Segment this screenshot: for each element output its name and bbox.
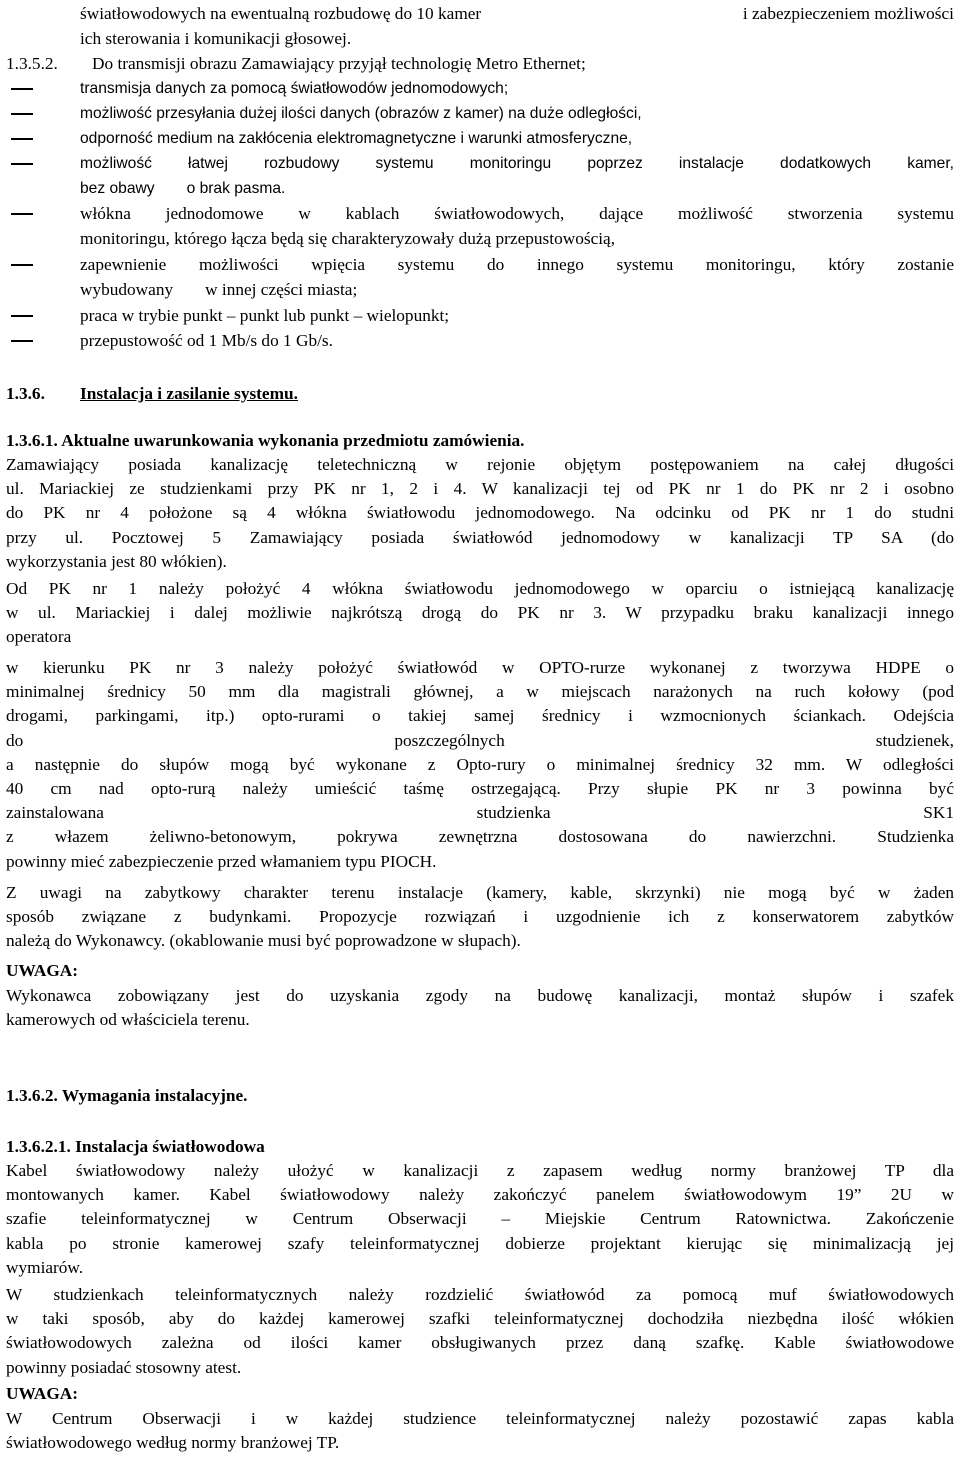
list-item — [6, 329, 954, 353]
list-item-continuation — [80, 177, 954, 201]
paragraph-line: Kabel światłowodowy należy ułożyć w kanalizacji z zapasem według normy branżowej TP dla — [6, 1161, 954, 1180]
dash-bullet — [11, 315, 33, 317]
paragraph-line: montowanych kamer. Kabel światłowodowy należy zakończyć panelem światłowodowym 19” 2U w — [6, 1185, 954, 1205]
paragraph-line: Od PK nr 1 należy położyć 4 włókna światłowodu jednomodowego w oparciu o istniejącą kanalizację — [6, 579, 954, 598]
list-item-text: możliwość przesyłania dużej ilości danych (obrazów z kamer) na duże odległości, — [80, 105, 642, 122]
paragraph-line: kamerowych od właściciela terenu. — [6, 1010, 250, 1030]
section-number: 1.3.6. — [6, 384, 45, 403]
paragraph-line: wymiarów. — [6, 1257, 84, 1277]
paragraph-line: w taki sposób, aby do każdej kamerowej szafki teleinformatycznej dochodziła niezbędna ilość włókien — [6, 1309, 954, 1329]
paragraph-line: zainstalowana studzienka SK1 — [6, 803, 954, 823]
paragraph-line: W studzienkach teleinformatycznych należy rozdzielić światłowód za pomocą muf światłowodowych — [6, 1285, 954, 1304]
section-heading-1-3-6-1: 1.3.6.1. Aktualne uwarunkowania wykonania przedmiotu zamówienia. — [6, 431, 525, 450]
dash-bullet — [11, 213, 33, 215]
section-text: Do transmisji obrazu Zamawiający przyjął technologię Metro Ethernet; — [92, 54, 586, 73]
list-item-text: transmisja danych za pomocą światłowodów jednomodowych; — [80, 80, 509, 97]
list-item-continuation — [80, 278, 954, 302]
list-item-text: odporność medium na zakłócenia elektromagnetyczne i warunki atmosferyczne, — [80, 130, 633, 147]
list-item-continuation-b: o brak pasma. — [186, 180, 286, 197]
paragraph-line: do poszczególnych studzienek, — [6, 730, 954, 750]
list-item — [6, 152, 954, 200]
list-item-continuation-a: wybudowany — [80, 280, 174, 299]
paragraph — [6, 577, 954, 650]
dash-bullet — [11, 138, 33, 140]
section-number: 1.3.5.2. — [6, 54, 58, 73]
list-item-continuation-b: w innej części miasta; — [205, 280, 358, 299]
paragraph-line: w kierunku PK nr 3 należy położyć światłowód w OPTO-rurze wykonanej z tworzywa HDPE o — [6, 658, 954, 677]
paragraph-line: operatora — [6, 627, 72, 647]
list-item-text: włókna jednodomowe w kablach światłowodowych, dające możliwość stworzenia systemu — [80, 204, 954, 223]
intro-line-2: ich sterowania i komunikacji głosowej. — [80, 29, 352, 48]
paragraph-line: do PK nr 4 położone są 4 włókna światłowodu jednomodowego. Na odcinku od PK nr 1 do studni — [6, 503, 954, 523]
paragraph-line: ul. Mariackiej ze studzienkami przy PK nr 1, 2 i 4. W kanalizacji tej od PK nr 1 do PK nr 2 i osobno — [6, 479, 954, 499]
paragraph-line: W Centrum Obserwacji i w każdej studzience teleinformatycznej należy pozostawić zapas kabla — [6, 1409, 954, 1428]
warning-label: UWAGA: — [6, 1384, 79, 1403]
list-item-continuation: monitoringu, którego łącza będą się charakteryzowały dużą przepustowością, — [80, 229, 616, 248]
paragraph-line: światłowodowego według normy branżowej TP. — [6, 1433, 340, 1453]
list-item — [6, 77, 954, 101]
warning-paragraph — [6, 1407, 954, 1455]
dash-bullet — [11, 340, 33, 342]
paragraph-line: z włazem żeliwno-betonowym, pokrywa zewnętrzna dostosowana do nawierzchni. Studzienka — [6, 827, 954, 847]
warning-label: UWAGA: — [6, 961, 79, 980]
intro-line-1 — [80, 2, 954, 26]
paragraph-line: w ul. Mariackiej i dalej możliwie najkrótszą drogą do PK nr 3. W przypadku braku kanalizacji innego — [6, 603, 954, 623]
intro-line-1-left: światłowodowych na ewentualną rozbudowę do 10 kamer — [80, 4, 482, 23]
section-heading-1-3-6-2-1: 1.3.6.2.1. Instalacja światłowodowa — [6, 1137, 265, 1156]
intro-line-1-right: i zabezpieczeniem możliwości — [742, 4, 954, 23]
list-item-text: przepustowość od 1 Mb/s do 1 Gb/s. — [80, 331, 333, 350]
dash-bullet — [11, 264, 33, 266]
list-item — [6, 127, 954, 151]
paragraph-line: Zamawiający posiada kanalizację teletechniczną w rejonie objętym postępowaniem na całej długości — [6, 455, 954, 474]
list-item — [6, 253, 954, 301]
section-heading-1-3-6 — [6, 382, 954, 406]
paragraph-line: powinny posiadać stosowny atest. — [6, 1357, 242, 1377]
paragraph-line: Wykonawca zobowiązany jest do uzyskania zgody na budowę kanalizacji, montaż słupów i szafek — [6, 986, 954, 1005]
section-heading-1-3-6-2: 1.3.6.2. Wymagania instalacyjne. — [6, 1086, 248, 1105]
paragraph-line: szafie teleinformatycznej w Centrum Obserwacji – Miejskie Centrum Ratownictwa. Zakończenie — [6, 1209, 954, 1229]
dash-bullet — [11, 88, 33, 90]
paragraph-line: powinny mieć zabezpieczenie przed włamaniem typu PIOCH. — [6, 851, 437, 871]
list-item — [6, 202, 954, 250]
paragraph — [6, 1283, 954, 1380]
list-item-text: możliwość łatwej rozbudowy systemu monitoringu poprzez instalacje dodatkowych kamer, — [80, 155, 954, 172]
paragraph-line: Z uwagi na zabytkowy charakter terenu instalacje (kamery, kable, skrzynki) nie mogą być w żaden — [6, 883, 954, 902]
paragraph — [6, 656, 954, 874]
paragraph-line: kabla po stronie kamerowej szafy teleinformatycznej dobierze projektant kierując się minimalizacją jej — [6, 1233, 954, 1253]
paragraph-line: wykorzystania jest 80 włókien). — [6, 551, 227, 571]
section-1-3-5-2-line — [6, 52, 954, 76]
paragraph-line: drogami, parkingami, itp.) opto-rurami o takiej samej średnicy i wzmocnionych ściankach. Odejścia — [6, 706, 954, 726]
section-title: Instalacja i zasilanie systemu. — [80, 384, 298, 403]
list-item-text: zapewnienie możliwości wpięcia systemu do innego systemu monitoringu, który zostanie — [80, 255, 954, 274]
dash-bullet — [11, 113, 33, 115]
paragraph-line: należą do Wykonawcy. (okablowanie musi być poprowadzone w słupach). — [6, 931, 521, 951]
list-item — [6, 102, 954, 126]
paragraph-line: światłowodowych zależna od ilości kamer obsługiwanych przez daną szafkę. Kable światłowodowe — [6, 1333, 954, 1353]
paragraph-line: minimalnej średnicy 50 mm dla magistrali głównej, a w miejscach narażonych na ruch kołowy (pod — [6, 682, 954, 702]
paragraph-line: sposób związane z budynkami. Propozycje rozwiązań i uzgodnienie ich z konserwatorem zabytków — [6, 907, 954, 927]
list-item-text: praca w trybie punkt – punkt lub punkt – wielopunkt; — [80, 306, 450, 325]
list-item — [6, 304, 954, 328]
paragraph-line: 40 cm nad opto-rurą należy umieścić taśmę ostrzegającą. Przy słupie PK nr 3 powinna być — [6, 779, 954, 799]
paragraph — [6, 1159, 954, 1280]
paragraph-line: a następnie do słupów mogą być wykonane z Opto-rury o minimalnej średnicy 32 mm. W odległości — [6, 754, 954, 774]
paragraph — [6, 453, 954, 574]
list-item-continuation-a: bez obawy — [80, 180, 155, 197]
warning-paragraph — [6, 984, 954, 1032]
paragraph-line: przy ul. Pocztowej 5 Zamawiający posiada światłowód jednomodowy w kanalizacji TP SA (do — [6, 527, 954, 547]
dash-bullet — [11, 163, 33, 165]
paragraph — [6, 881, 954, 954]
